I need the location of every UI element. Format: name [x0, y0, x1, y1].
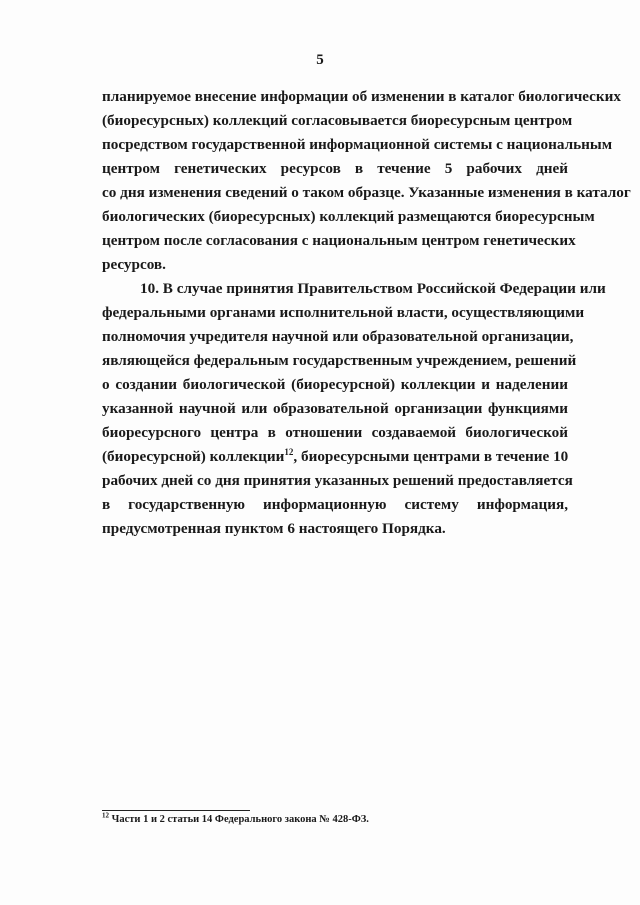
- footnote-divider: [102, 810, 250, 811]
- paragraph-2-line-8: [102, 447, 568, 467]
- paragraph-2-line-11: предусмотренная пунктом 6 настоящего Порядка.: [102, 520, 446, 537]
- footnote: [102, 813, 369, 827]
- paragraph-2-line-10: в государственную информационную систему информация,: [102, 496, 568, 513]
- paragraph-1-line-3: посредством государственной информационной системы с национальным: [102, 136, 613, 153]
- paragraph-2-line-3: полномочия учредителя научной или образовательной организации,: [102, 328, 574, 345]
- paragraph-1-line-1: планируемое внесение информации об изменении в каталог биологических: [102, 88, 622, 105]
- paragraph-1-line-2: (биоресурсных) коллекций согласовывается биоресурсным центром: [102, 112, 573, 129]
- paragraph-1-line-5: со дня изменения сведений о таком образце. Указанные изменения в каталог: [102, 184, 631, 201]
- paragraph-1-line-8: ресурсов.: [102, 256, 166, 273]
- paragraph-1-line-4: центром генетических ресурсов в течение 5 рабочих дней: [102, 160, 568, 177]
- footnote-number: 12: [102, 811, 109, 820]
- footnote-reference: 12: [284, 446, 294, 457]
- paragraph-2-line-9: рабочих дней со дня принятия указанных решений предоставляется: [102, 472, 573, 489]
- paragraph-2-line-6: указанной научной или образовательной организации функциями: [102, 400, 568, 417]
- paragraph-1-line-6: биологических (биоресурсных) коллекций размещаются биоресурсным: [102, 208, 595, 225]
- page-number: 5: [316, 52, 324, 68]
- paragraph-2-line-7: биоресурсного центра в отношении создаваемой биологической: [102, 424, 568, 441]
- paragraph-1-line-7: центром после согласования с национальным центром генетических: [102, 232, 576, 249]
- paragraph-2-line-1: 10. В случае принятия Правительством Российской Федерации или: [140, 280, 606, 297]
- paragraph-2-line-4: являющейся федеральным государственным учреждением, решений: [102, 352, 577, 369]
- footnote-text: Части 1 и 2 статьи 14 Федерального закона № 428-ФЗ.: [109, 814, 369, 825]
- paragraph-2-line-8-end: , биоресурсными центрами в течение 10: [293, 448, 569, 465]
- paragraph-2-line-5: о создании биологической (биоресурсной) коллекции и наделении: [102, 376, 568, 393]
- paragraph-2-line-8-start: (биоресурсной) коллекции: [102, 448, 285, 465]
- paragraph-2-line-2: федеральными органами исполнительной власти, осуществляющими: [102, 304, 585, 321]
